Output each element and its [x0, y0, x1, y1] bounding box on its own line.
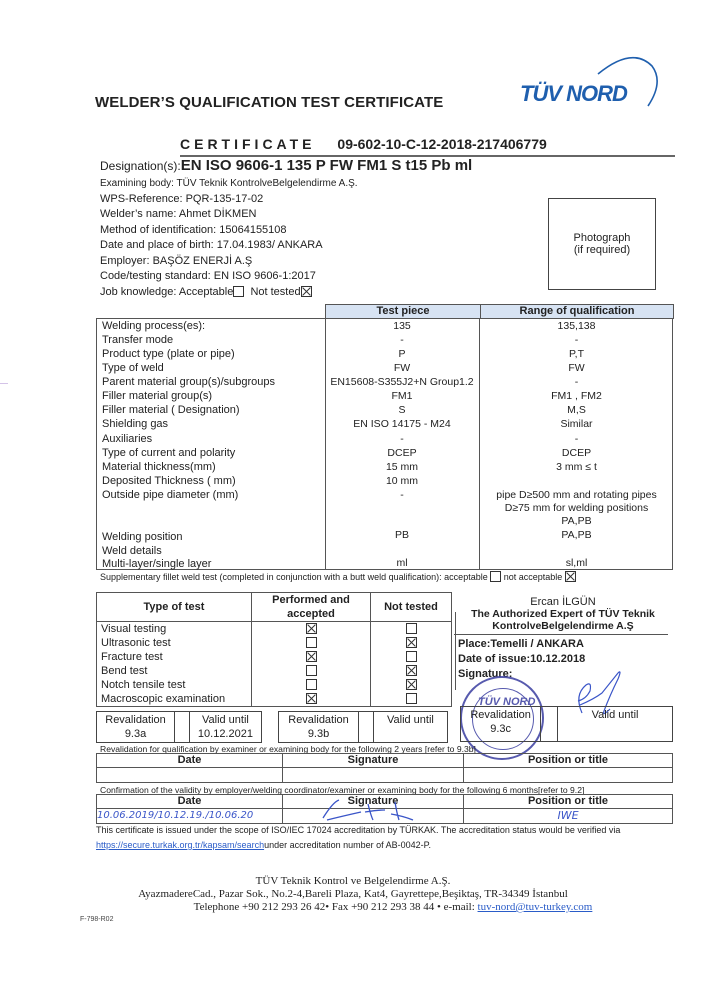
row-label: Material thickness(mm)	[102, 461, 216, 473]
test-piece-value: 10 mm	[385, 475, 419, 487]
confirmation-signature-table	[96, 794, 673, 824]
revalidation-label: Revalidation 9.3a	[97, 712, 175, 742]
confirmation-note: Confirmation of the validity by employer/welding coordinator/examiner or examining body for the following 6 months[refer to 9.2]	[100, 785, 585, 795]
expert-divider	[454, 634, 668, 635]
certificate-number: 09-602-10-C-12-2018-217406779	[337, 136, 547, 152]
row-label: Multi-layer/single layer	[102, 558, 212, 570]
expert-left-border	[455, 612, 456, 690]
job-knowledge-label: Job knowledge: Acceptable	[100, 285, 234, 298]
certificate-label: CERTIFICATE	[180, 136, 316, 152]
header-range-of-qualification: Range of qualification	[480, 304, 674, 319]
range-value: DCEP	[561, 447, 592, 459]
designation	[100, 157, 472, 174]
range-value: -	[574, 334, 579, 346]
range-value: PA,PB	[561, 529, 592, 541]
row-label: Product type (plate or pipe)	[102, 348, 235, 360]
supplementary-not-label: not acceptable	[503, 572, 563, 582]
test-piece-value: FW	[393, 362, 411, 374]
row-label: Auxiliaries	[102, 433, 153, 445]
test-name: Ultrasonic test	[97, 636, 252, 650]
signature-label: Signature:	[458, 668, 513, 680]
welder-info	[100, 176, 358, 300]
header-date: Date	[97, 754, 283, 768]
certificate-number-line	[180, 136, 547, 152]
range-value: M,S	[567, 404, 586, 416]
identification-method: Method of identification: 15064155108	[100, 223, 287, 236]
photo-label: Photograph	[573, 232, 631, 244]
designation-value: EN ISO 9606-1 135 P FW FM1 S t15 Pb ml	[180, 157, 473, 174]
birth-date-place: Date and place of birth: 17.04.1983/ ANKARA	[100, 239, 323, 251]
test-name: Macroscopic examination	[97, 692, 252, 707]
photo-placeholder	[548, 198, 656, 290]
supplementary-acceptable-checkbox[interactable]	[490, 571, 501, 582]
test-piece-value: DCEP	[387, 447, 417, 459]
date-cell[interactable]	[97, 768, 283, 783]
revalidation-signature-table	[96, 753, 673, 783]
expert-name: Ercan İLGÜN	[530, 596, 596, 608]
table-row	[97, 692, 452, 707]
performed-checkbox[interactable]	[306, 693, 317, 704]
range-value: D≥75 mm for welding positions	[504, 502, 649, 514]
table-row	[97, 622, 452, 637]
range-value: -	[574, 433, 579, 445]
supplementary-not-acceptable-checkbox[interactable]	[565, 571, 576, 582]
test-name: Bend test	[97, 664, 252, 678]
footer-company: TÜV Teknik Kontrol ve Belgelendirme A.Ş.	[255, 875, 451, 887]
header-signature: Signature	[283, 754, 464, 768]
supplementary-label: Supplementary fillet weld test (completed in conjunction with a butt weld qualification): acceptable	[100, 572, 488, 582]
test-piece-value: S	[398, 404, 406, 416]
examining-body: Examining body: TÜV Teknik KontrolveBelgelendirme A.Ş.	[100, 178, 358, 189]
wps-reference: WPS-Reference: PQR-135-17-02	[100, 192, 264, 205]
revalidation-9-3c	[460, 706, 673, 742]
row-label: Transfer mode	[102, 334, 174, 346]
not-tested-checkbox[interactable]	[406, 637, 417, 648]
scan-artifact	[0, 383, 8, 384]
row-label: Weld details	[102, 545, 162, 557]
header-position: Position or title	[464, 754, 673, 768]
row-label: Parent material group(s)/subgroups	[102, 376, 276, 388]
employer: Employer: BAŞÖZ ENERJİ A.Ş	[100, 254, 253, 267]
range-value: pipe D≥500 mm and rotating pipes	[496, 489, 657, 501]
range-value: 3 mm ≤ t	[556, 461, 597, 473]
range-value: sl,ml	[565, 557, 588, 569]
not-tested-checkbox[interactable]	[406, 693, 417, 704]
test-piece-value: 135	[393, 320, 411, 332]
position-cell[interactable]: IWE	[464, 809, 673, 824]
tuv-nord-logo	[520, 52, 660, 112]
table-row	[97, 650, 452, 664]
test-piece-value: P	[398, 348, 406, 360]
performed-checkbox[interactable]	[306, 637, 317, 648]
range-value: -	[574, 376, 579, 388]
issue-date: Date of issue:10.12.2018	[458, 653, 586, 665]
photo-note: (if required)	[573, 244, 631, 256]
expert-role: The Authorized Expert of TÜV Teknik	[471, 608, 655, 620]
row-label: Welding position	[102, 531, 183, 543]
header-date: Date	[97, 795, 283, 809]
test-piece-value: -	[400, 433, 404, 445]
test-piece-value: FM1	[391, 390, 413, 402]
header-signature: Signature	[283, 795, 464, 809]
row-label: Deposited Thickness ( mm)	[102, 475, 236, 487]
not-tested-checkbox[interactable]	[406, 679, 417, 690]
scope-text: This certificate is issued under the scope of ISO/IEC 17024 accreditation by TÜRKAK. The accreditation status would be verified via	[96, 825, 621, 835]
performed-checkbox[interactable]	[306, 623, 317, 634]
test-name: Notch tensile test	[97, 678, 252, 692]
not-tested-label: Not tested	[250, 285, 301, 298]
header-position: Position or title	[464, 795, 673, 809]
row-label: Filler material ( Designation)	[102, 404, 240, 416]
handwritten-signature-icon	[313, 798, 433, 824]
row-label: Outside pipe diameter (mm)	[102, 489, 239, 501]
performed-checkbox[interactable]	[306, 665, 317, 676]
welder-name: Welder’s name: Ahmet DİKMEN	[100, 208, 257, 220]
acceptable-checkbox[interactable]	[233, 286, 244, 297]
test-piece-value: 15 mm	[385, 461, 419, 473]
expert-organization: KontrolveBelgelendirme A.Ş	[492, 620, 634, 632]
revalidation-note: Revalidation for qualification by examiner or examining body for the following 2 years [refer to 9.3b]	[100, 744, 476, 754]
signature-cell[interactable]	[283, 809, 464, 824]
tests-table	[96, 592, 452, 707]
supplementary-fillet-test	[100, 571, 576, 582]
not-tested-checkbox[interactable]	[301, 286, 312, 297]
footer-email-link[interactable]: tuv-nord@tuv-turkey.com	[477, 901, 593, 913]
row-label: Welding process(es):	[102, 320, 206, 332]
row-label: Type of current and polarity	[102, 447, 236, 459]
company-footer	[0, 875, 706, 914]
accreditation-scope	[96, 823, 620, 853]
stamp-logo: TÜV NORD	[478, 696, 536, 708]
form-code: F-798-R02	[80, 916, 114, 923]
valid-until: Valid until	[386, 714, 434, 726]
header-test-piece: Test piece	[325, 304, 481, 319]
range-value	[480, 474, 673, 488]
test-piece-value: -	[400, 489, 404, 501]
range-value: FM1 , FM2	[551, 390, 602, 402]
signature-cell[interactable]	[283, 768, 464, 783]
table-row	[97, 809, 673, 824]
revalidation-spacer	[541, 707, 558, 741]
test-name: Visual testing	[97, 622, 252, 637]
document-title: WELDER’S QUALIFICATION TEST CERTIFICATE	[95, 94, 444, 111]
performed-checkbox[interactable]	[306, 651, 317, 662]
range-value: PA,PB	[561, 515, 592, 527]
revalidation-spacer	[175, 712, 190, 742]
revalidation-9-3a	[96, 711, 262, 743]
footer-address: AyazmadereCad., Pazar Sok., No.2-4,Bareli Plaza, Kat4, Gayrettepe,Beşiktaş, TR-34349 İstanbul	[138, 888, 568, 900]
table-row	[97, 664, 452, 678]
range-value: Similar	[560, 418, 593, 430]
not-tested-checkbox[interactable]	[406, 651, 417, 662]
turkak-link[interactable]: https://secure.turkak.org.tr/kapsam/search	[96, 840, 265, 850]
testing-standard: Code/testing standard: EN ISO 9606-1:2017	[100, 270, 316, 282]
footer-contact: Telephone +90 212 293 26 42• Fax +90 212 293 38 44 • e-mail:	[193, 901, 478, 913]
header-not-tested: Not tested	[371, 593, 452, 622]
range-value: FW	[568, 362, 585, 374]
revalidation-label: Revalidation 9.3b	[279, 712, 359, 742]
row-label: Filler material group(s)	[102, 390, 213, 402]
position-cell[interactable]	[464, 768, 673, 783]
test-piece-value: -	[400, 334, 404, 346]
header-performed-accepted: Performed and accepted	[252, 593, 371, 622]
test-name: Fracture test	[97, 650, 252, 664]
performed-checkbox[interactable]	[306, 679, 317, 690]
valid-until: Valid until 10.12.2021	[197, 714, 253, 740]
date-cell[interactable]: 10.06.2019/10.12.19./10.06.20	[97, 809, 283, 824]
header-type-of-test: Type of test	[97, 593, 252, 622]
accreditation-number: under accreditation number of AB-0042-P.	[264, 840, 432, 850]
issue-place: Place:Temelli / ANKARA	[458, 638, 584, 650]
revalidation-9-3b	[278, 711, 448, 743]
test-piece-value: EN ISO 14175 - M24	[353, 418, 451, 430]
revalidation-label: Revalidation 9.3c	[461, 707, 541, 741]
job-knowledge	[100, 285, 358, 301]
designation-label: Designation(s):	[100, 159, 181, 173]
range-value: 135,138	[557, 320, 596, 332]
range-value: P,T	[569, 348, 584, 360]
row-label: Shielding gas	[102, 418, 169, 430]
table-row	[97, 636, 452, 650]
logo-text: TÜV NORD	[520, 81, 627, 106]
table-row	[97, 678, 452, 692]
test-piece-value: ml	[396, 557, 408, 569]
row-label: Type of weld	[102, 362, 164, 374]
valid-until: Valid until	[591, 709, 639, 721]
test-piece-value: PB	[394, 529, 409, 541]
table-row	[97, 768, 673, 783]
not-tested-checkbox[interactable]	[406, 665, 417, 676]
not-tested-checkbox[interactable]	[406, 623, 417, 634]
revalidation-spacer	[359, 712, 374, 742]
test-piece-value: EN15608-S355J2+N Group1.2	[330, 376, 474, 388]
